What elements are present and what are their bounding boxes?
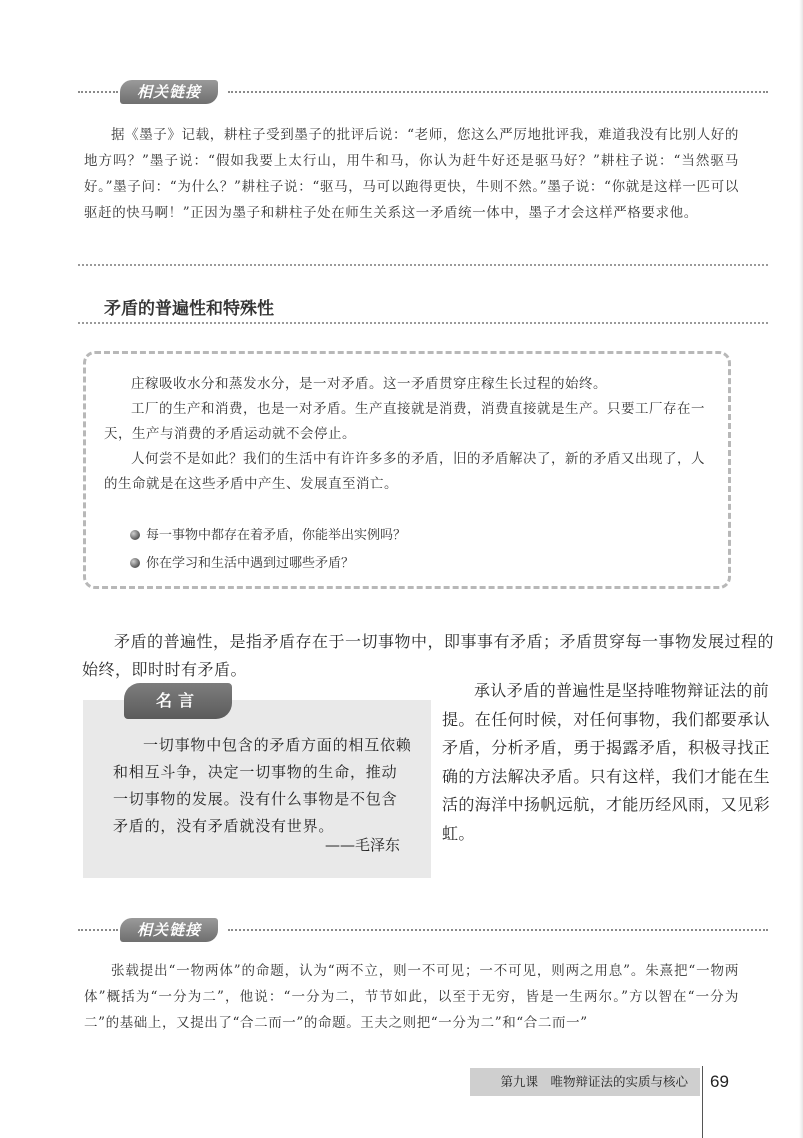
question-item: 你在学习和生活中遇到过哪些矛盾？ (130, 552, 354, 571)
page-number: 69 (710, 1072, 729, 1091)
activity-paragraph: 人何尝不是如此？我们的生活中有许许多多的矛盾，旧的矛盾解决了，新的矛盾又出现了，人的生命就是在这些矛盾中产生、发展直至消亡。 (104, 451, 705, 492)
section-title: 矛盾的普遍性和特殊性 (104, 299, 274, 319)
related-link-header-1 (78, 80, 768, 104)
related-link-label: 相关链接 (120, 918, 218, 942)
related-link-header-2 (78, 918, 768, 942)
dotted-divider (78, 929, 118, 931)
bullet-icon (130, 558, 140, 568)
question-item: 每一事物中都存在着矛盾，你能举出实例吗？ (130, 524, 406, 543)
quote-text: 一切事物中包含的矛盾方面的相互依赖和相互斗争，决定一切事物的生命，推动一切事物的发展。没有什么事物是不包含矛盾的，没有矛盾就没有世界。 (113, 736, 412, 835)
dotted-divider (228, 929, 768, 931)
activity-text (104, 372, 716, 497)
dotted-divider (78, 91, 118, 93)
related-link-text-1: 据《墨子》记载，耕柱子受到墨子的批评后说：“老师，您这么严厉地批评我，难道我没有比别人好的地方吗？”墨子说：“假如我要上太行山，用牛和马，你认为赶牛好还是驱马好？”耕柱子说：“当然驱马好。”墨子问：“为什么？”耕柱子说：“驱马，马可以跑得更快，牛则不然。”墨子说：“你就是这样一匹可以驱赶的快马啊！”正因为墨子和耕柱子处在师生关系这一矛盾统一体中，墨子才会这样严格要求他。 (84, 127, 739, 221)
related-link-text-2: 张载提出“一物两体”的命题，认为“两不立，则一不可见；一不可见，则两之用息”。朱熹把“一物两体”概括为“一分为二”，他说：“一分为二，节节如此，以至于无穷，皆是一生两尔。”方以智在“一分为二”的基础上，又提出了“合二而一”的命题。王夫之则把“一分为二”和“合二而一” (84, 963, 739, 1031)
related-link-label: 相关链接 (120, 80, 218, 104)
dotted-divider (228, 91, 768, 93)
quote-author: ——毛泽东 (325, 836, 401, 854)
dotted-divider (78, 322, 768, 324)
main-paragraph-1: 矛盾的普遍性，是指矛盾存在于一切事物中，即事事有矛盾；矛盾贯穿每一事物发展过程的始终，即时时有矛盾。 (82, 632, 775, 679)
page-edge (799, 0, 803, 1138)
bullet-icon (130, 530, 140, 540)
activity-paragraph: 庄稼吸收水分和蒸发水分，是一对矛盾。这一矛盾贯穿庄稼生长过程的始终。 (131, 376, 607, 392)
dotted-divider (78, 264, 768, 266)
footer-divider (702, 1066, 703, 1138)
chapter-footer: 第九课 唯物辩证法的实质与核心 (470, 1068, 700, 1096)
quote-tab: 名言 (124, 683, 232, 719)
activity-paragraph: 工厂的生产和消费，也是一对矛盾。生产直接就是消费，消费直接就是生产。只要工厂存在一天，生产与消费的矛盾运动就不会停止。 (104, 401, 705, 442)
main-paragraph-2: 承认矛盾的普遍性是坚持唯物辩证法的前提。在任何时候，对任何事物，我们都要承认矛盾，分析矛盾，勇于揭露矛盾，积极寻找正确的方法解决矛盾。只有这样，我们才能在生活的海洋中扬帆远航，才能历经风雨，又见彩虹。 (442, 681, 771, 843)
